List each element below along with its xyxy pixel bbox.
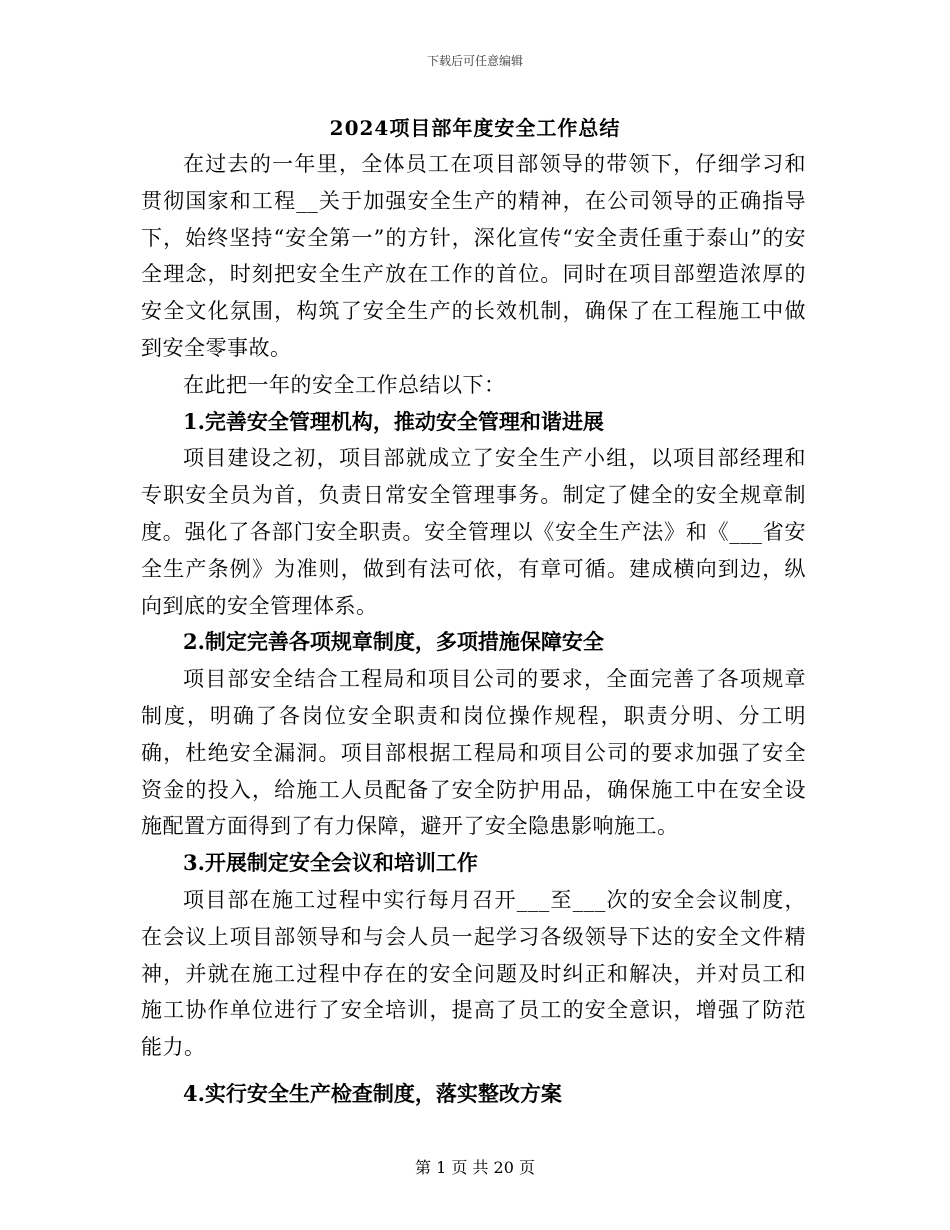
page-header-note: 下载后可任意编辑 [426,54,523,68]
section-heading-1: 1.完善安全管理机构，推动安全管理和谐进展 [183,408,604,434]
section-heading-3: 3.开展制定安全会议和培训工作 [183,850,478,876]
section-heading-2: 2.制定完善各项规章制度，多项措施保障安全 [183,629,604,655]
document-body [141,146,806,1113]
document-title: 2024项目部年度安全工作总结 [329,116,621,140]
section-body-2: 项目部安全结合工程局和项目公司的要求，全面完善了各项规章制度，明确了各岗位安全职责和岗位操作规程，职责分明、分工明确，杜绝安全漏洞。项目部根据工程局和项目公司的要求加强了安全资金的投入，给施工人员配备了安全防护用品，确保施工中在安全设施配置方面得到了有力保障，避开了安全隐患影响施工。 [141,667,806,839]
section-body-3: 项目部在施工过程中实行每月召开___至___次的安全会议制度，在会议上项目部领导和与会人员一起学习各级领导下达的安全文件精神，并就在施工过程中存在的安全问题及时纠正和解决，并对员工和施工协作单位进行了安全培训，提高了员工的安全意识，增强了防范能力。 [141,887,806,1060]
section-heading-4: 4.实行安全生产检查制度，落实整改方案 [183,1080,562,1106]
intro-paragraph: 在过去的一年里，全体员工在项目部领导的带领下，仔细学习和贯彻国家和工程__关于加强安全生产的精神，在公司领导的正确指导下，始终坚持“安全第一”的方针，深化宣传“安全责任重于泰山”的安全理念，时刻把安全生产放在工作的首位。同时在项目部塑造浓厚的安全文化氛围，构筑了安全生产的长效机制，确保了在工程施工中做到安全零事故。 [141,152,806,360]
intro-lead-in: 在此把一年的安全工作总结以下： [183,372,506,397]
section-body-1: 项目建设之初，项目部就成立了安全生产小组，以项目部经理和专职安全员为首，负责日常安全管理事务。制定了健全的安全规章制度。强化了各部门安全职责。安全管理以《安全生产法》和《___省安全生产条例》为准则，做到有法可依，有章可循。建成横向到边，纵向到底的安全管理体系。 [141,446,806,618]
page-number: 第 1 页 共 20 页 [415,1158,535,1177]
